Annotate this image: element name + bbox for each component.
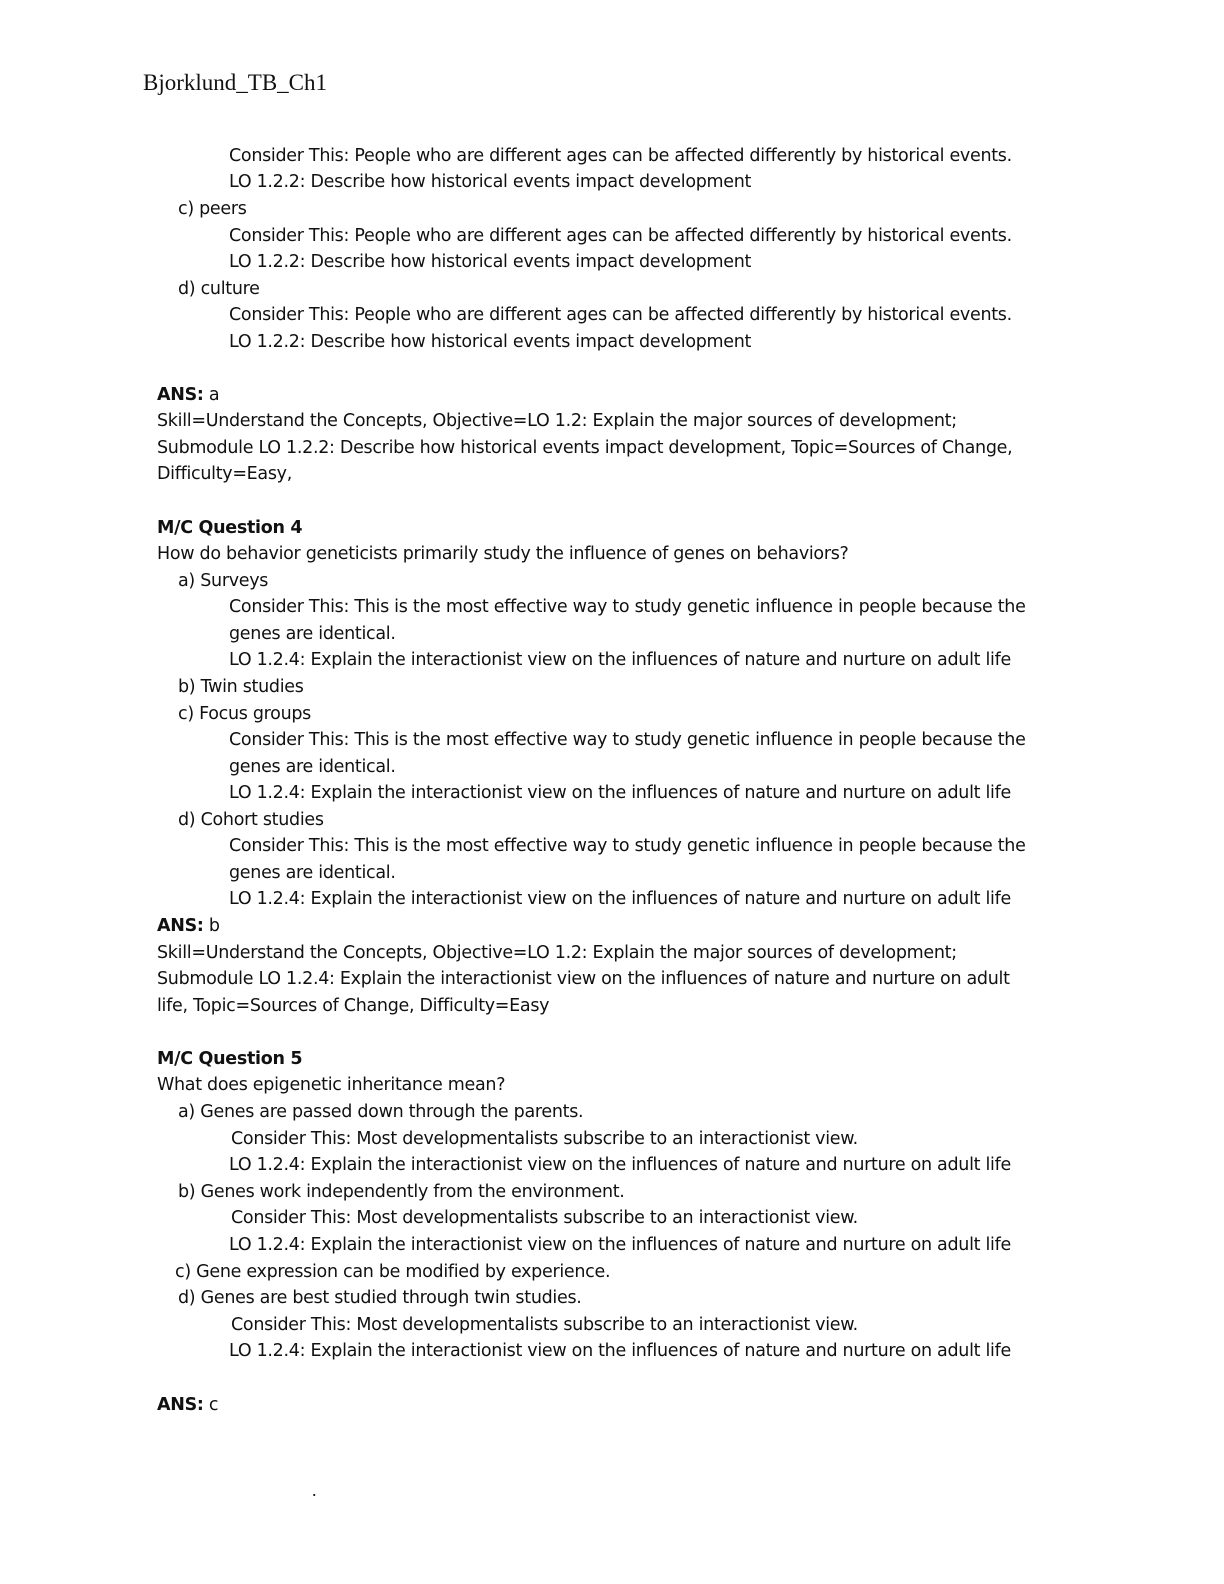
q4-a-consider-1: Consider This: This is the most effective way to study genetic influence in people because the xyxy=(229,597,1026,617)
q3-answer xyxy=(157,387,219,405)
q5-option-b: b) Genes work independently from the environment. xyxy=(178,1182,625,1202)
q5-b-consider: Consider This: Most developmentalists subscribe to an interactionist view. xyxy=(231,1208,858,1228)
answer-value: a xyxy=(203,385,220,405)
q5-option-c: c) Gene expression can be modified by experience. xyxy=(175,1262,611,1282)
q3-option-d: d) culture xyxy=(178,279,260,299)
q5-d-lo: LO 1.2.4: Explain the interactionist view on the influences of nature and nurture on adult life xyxy=(229,1341,1011,1361)
q5-title: M/C Question 5 xyxy=(157,1049,303,1069)
q4-meta-line-2: Submodule LO 1.2.4: Explain the interactionist view on the influences of nature and nurture on adult xyxy=(157,969,1010,989)
q4-d-consider-1: Consider This: This is the most effective way to study genetic influence in people because the xyxy=(229,836,1026,856)
q4-option-d: d) Cohort studies xyxy=(178,810,324,830)
q3-d-lo: LO 1.2.2: Describe how historical events impact development xyxy=(229,332,752,352)
q5-a-consider: Consider This: Most developmentalists subscribe to an interactionist view. xyxy=(231,1129,858,1149)
q4-meta-line-3: life, Topic=Sources of Change, Difficulty=Easy xyxy=(157,996,550,1016)
answer-value: b xyxy=(203,916,220,936)
q3-meta-line-1: Skill=Understand the Concepts, Objective=LO 1.2: Explain the major sources of development; xyxy=(157,411,957,431)
answer-label: ANS: xyxy=(157,1395,204,1415)
q5-answer xyxy=(157,1397,218,1415)
q5-option-d: d) Genes are best studied through twin studies. xyxy=(178,1288,582,1308)
q4-d-consider-2: genes are identical. xyxy=(229,863,396,883)
q4-c-consider-1: Consider This: This is the most effective way to study genetic influence in people because the xyxy=(229,730,1026,750)
q4-c-consider-2: genes are identical. xyxy=(229,757,396,777)
q3-option-c: c) peers xyxy=(178,199,247,219)
q5-b-lo: LO 1.2.4: Explain the interactionist view on the influences of nature and nurture on adult life xyxy=(229,1235,1011,1255)
document-header: Bjorklund_TB_Ch1 xyxy=(143,70,328,95)
footer-mark: . xyxy=(312,1480,317,1500)
q4-stem: How do behavior geneticists primarily study the influence of genes on behaviors? xyxy=(157,544,849,564)
q3-b-lo: LO 1.2.2: Describe how historical events impact development xyxy=(229,172,752,192)
q3-c-lo: LO 1.2.2: Describe how historical events impact development xyxy=(229,252,752,272)
q4-answer xyxy=(157,918,220,936)
answer-value: c xyxy=(203,1395,219,1415)
q5-option-a: a) Genes are passed down through the parents. xyxy=(178,1102,584,1122)
q4-d-lo: LO 1.2.4: Explain the interactionist view on the influences of nature and nurture on adult life xyxy=(229,889,1011,909)
q4-title: M/C Question 4 xyxy=(157,518,303,538)
q3-c-consider: Consider This: People who are different ages can be affected differently by historical events. xyxy=(229,226,1012,246)
answer-label: ANS: xyxy=(157,385,204,405)
q4-option-b: b) Twin studies xyxy=(178,677,304,697)
q3-meta-line-2: Submodule LO 1.2.2: Describe how historical events impact development, Topic=Sources of Change, xyxy=(157,438,1013,458)
q3-d-consider: Consider This: People who are different ages can be affected differently by historical events. xyxy=(229,305,1012,325)
q3-b-consider: Consider This: People who are different ages can be affected differently by historical events. xyxy=(229,146,1012,166)
q4-option-a: a) Surveys xyxy=(178,571,269,591)
q4-meta-line-1: Skill=Understand the Concepts, Objective=LO 1.2: Explain the major sources of development; xyxy=(157,943,957,963)
q5-stem: What does epigenetic inheritance mean? xyxy=(157,1075,506,1095)
q5-a-lo: LO 1.2.4: Explain the interactionist view on the influences of nature and nurture on adult life xyxy=(229,1155,1011,1175)
q4-a-consider-2: genes are identical. xyxy=(229,624,396,644)
q4-option-c: c) Focus groups xyxy=(178,704,311,724)
q3-meta-line-3: Difficulty=Easy, xyxy=(157,464,292,484)
q4-a-lo: LO 1.2.4: Explain the interactionist view on the influences of nature and nurture on adult life xyxy=(229,650,1011,670)
q5-d-consider: Consider This: Most developmentalists subscribe to an interactionist view. xyxy=(231,1315,858,1335)
q4-c-lo: LO 1.2.4: Explain the interactionist view on the influences of nature and nurture on adult life xyxy=(229,783,1011,803)
answer-label: ANS: xyxy=(157,916,204,936)
